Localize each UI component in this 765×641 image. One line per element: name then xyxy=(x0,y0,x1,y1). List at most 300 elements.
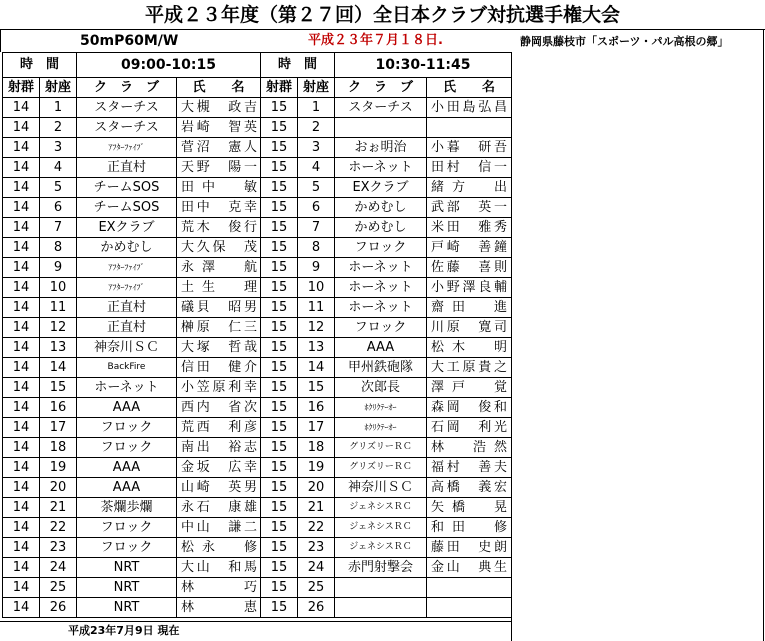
right-group-cell: 15 xyxy=(261,398,298,418)
border-left xyxy=(0,30,1,52)
left-seat-cell: 4 xyxy=(40,158,77,178)
left-seat-cell: 7 xyxy=(40,218,77,238)
left-club-cell: NRT xyxy=(77,598,177,618)
right-club-header: ク ラ ブ xyxy=(335,78,427,98)
right-name: 森岡 俊和 xyxy=(431,400,507,415)
right-group-cell: 15 xyxy=(261,458,298,478)
left-seat-cell: 19 xyxy=(40,458,77,478)
table-row xyxy=(3,458,512,478)
table-row xyxy=(3,158,512,178)
left-seat-cell: 18 xyxy=(40,438,77,458)
left-club-cell: チームSOS xyxy=(77,198,177,218)
bottom-rule xyxy=(0,621,512,622)
right-seat-cell: 15 xyxy=(298,378,335,398)
right-seat-cell: 6 xyxy=(298,198,335,218)
right-group-cell: 15 xyxy=(261,118,298,138)
right-name-cell xyxy=(427,398,512,418)
right-time-value: 10:30-11:45 xyxy=(335,53,512,78)
right-name: 福村 善夫 xyxy=(431,460,507,475)
right-seat-cell: 26 xyxy=(298,598,335,618)
right-group-cell: 15 xyxy=(261,138,298,158)
left-group-cell: 14 xyxy=(3,318,40,338)
table-row xyxy=(3,318,512,338)
left-group-cell: 14 xyxy=(3,358,40,378)
right-name: 武部 英一 xyxy=(431,200,507,215)
table-row xyxy=(3,338,512,358)
table-row xyxy=(3,218,512,238)
left-club-cell: ｱﾌﾀｰﾌｧｲﾌﾞ xyxy=(77,278,177,298)
left-name: 土生 理 xyxy=(181,280,257,295)
right-name-cell xyxy=(427,458,512,478)
right-club-cell: ホーネット xyxy=(335,258,427,278)
right-seat-cell: 24 xyxy=(298,558,335,578)
border-right xyxy=(763,30,764,52)
right-club-cell: フロック xyxy=(335,238,427,258)
table-row xyxy=(3,98,512,118)
left-seat-cell: 20 xyxy=(40,478,77,498)
left-name-cell xyxy=(177,358,261,378)
left-seat-cell: 13 xyxy=(40,338,77,358)
right-name-cell xyxy=(427,518,512,538)
right-group-cell: 15 xyxy=(261,318,298,338)
right-name: 米田 雅秀 xyxy=(431,220,507,235)
table-row xyxy=(3,538,512,558)
right-seat-cell: 23 xyxy=(298,538,335,558)
table-row xyxy=(3,378,512,398)
right-name-cell xyxy=(427,218,512,238)
left-club-cell: AAA xyxy=(77,458,177,478)
right-name-cell xyxy=(427,298,512,318)
left-name-cell xyxy=(177,438,261,458)
right-name: 佐藤 喜則 xyxy=(431,260,507,275)
right-name-cell xyxy=(427,338,512,358)
right-group-cell: 15 xyxy=(261,538,298,558)
table-row xyxy=(3,558,512,578)
left-name-cell xyxy=(177,218,261,238)
right-group-cell: 15 xyxy=(261,258,298,278)
right-name-cell xyxy=(427,178,512,198)
left-group-cell: 14 xyxy=(3,598,40,618)
left-time-value: 09:00-10:15 xyxy=(77,53,261,78)
right-group-cell: 15 xyxy=(261,378,298,398)
blank-right-column xyxy=(511,52,764,641)
left-seat-cell: 2 xyxy=(40,118,77,138)
left-club-cell: かめむし xyxy=(77,238,177,258)
left-name: 菅沼 憲人 xyxy=(181,140,257,155)
left-club-cell: スターチス xyxy=(77,98,177,118)
table-row xyxy=(3,298,512,318)
time-header-row xyxy=(3,53,512,78)
left-club-cell: EXクラブ xyxy=(77,218,177,238)
right-club-cell: 次郎長 xyxy=(335,378,427,398)
right-seat-cell: 19 xyxy=(298,458,335,478)
right-name-cell xyxy=(427,558,512,578)
left-name-cell xyxy=(177,138,261,158)
left-name: 南出 裕志 xyxy=(181,440,257,455)
left-group-cell: 14 xyxy=(3,378,40,398)
right-club-cell xyxy=(335,598,427,618)
table-row xyxy=(3,478,512,498)
left-name-cell xyxy=(177,298,261,318)
left-seat-cell: 9 xyxy=(40,258,77,278)
left-name-cell xyxy=(177,378,261,398)
left-group-cell: 14 xyxy=(3,438,40,458)
left-group-cell: 14 xyxy=(3,238,40,258)
right-seat-cell: 12 xyxy=(298,318,335,338)
right-seat-header: 射座 xyxy=(298,78,335,98)
right-club-cell: おぉ明治 xyxy=(335,138,427,158)
left-group-cell: 14 xyxy=(3,558,40,578)
right-name-cell xyxy=(427,358,512,378)
left-seat-cell: 12 xyxy=(40,318,77,338)
left-seat-cell: 25 xyxy=(40,578,77,598)
left-name: 大塚 哲哉 xyxy=(181,340,257,355)
right-club-cell: グリズリーＲＣ xyxy=(335,438,427,458)
left-seat-cell: 1 xyxy=(40,98,77,118)
right-group-cell: 15 xyxy=(261,558,298,578)
right-club-cell: ジェネシスＲＣ xyxy=(335,518,427,538)
right-club-cell xyxy=(335,578,427,598)
right-group-cell: 15 xyxy=(261,238,298,258)
right-name-cell xyxy=(427,538,512,558)
left-name: 西内 省次 xyxy=(181,400,257,415)
right-name-cell xyxy=(427,258,512,278)
left-name: 大槻 政吉 xyxy=(181,100,257,115)
table-row xyxy=(3,258,512,278)
right-group-cell: 15 xyxy=(261,438,298,458)
left-club-cell: 正直村 xyxy=(77,298,177,318)
event-venue: 静岡県藤枝市「スポーツ・パル高根の郷」 xyxy=(520,35,729,48)
right-seat-cell: 8 xyxy=(298,238,335,258)
left-group-cell: 14 xyxy=(3,518,40,538)
right-seat-cell: 21 xyxy=(298,498,335,518)
left-name: 林 恵 xyxy=(181,600,257,615)
left-name: 信田 健介 xyxy=(181,360,257,375)
right-seat-cell: 7 xyxy=(298,218,335,238)
left-club-cell: ホーネット xyxy=(77,378,177,398)
table-row xyxy=(3,498,512,518)
right-group-cell: 15 xyxy=(261,278,298,298)
left-seat-cell: 11 xyxy=(40,298,77,318)
left-seat-cell: 14 xyxy=(40,358,77,378)
right-seat-cell: 20 xyxy=(298,478,335,498)
right-name-cell xyxy=(427,278,512,298)
right-seat-cell: 16 xyxy=(298,398,335,418)
left-name-cell xyxy=(177,258,261,278)
right-name: 矢橋 晃 xyxy=(431,500,507,515)
column-header-row xyxy=(3,78,512,98)
left-name: 大久保 茂 xyxy=(181,240,257,255)
table-row xyxy=(3,418,512,438)
table-row xyxy=(3,118,512,138)
right-club-cell: かめむし xyxy=(335,218,427,238)
left-name-cell xyxy=(177,498,261,518)
right-name-cell xyxy=(427,498,512,518)
right-name: 和田 修 xyxy=(431,520,507,535)
left-group-cell: 14 xyxy=(3,218,40,238)
left-club-cell: フロック xyxy=(77,438,177,458)
left-name-cell xyxy=(177,538,261,558)
right-name-cell xyxy=(427,598,512,618)
left-name: 田中 克幸 xyxy=(181,200,257,215)
left-name-cell xyxy=(177,598,261,618)
right-name: 齋田 進 xyxy=(431,300,507,315)
left-name-cell xyxy=(177,198,261,218)
right-seat-cell: 2 xyxy=(298,118,335,138)
table-row xyxy=(3,358,512,378)
as-of-date: 平成23年7月9日 現在 xyxy=(68,624,180,637)
table-row xyxy=(3,398,512,418)
table-row xyxy=(3,438,512,458)
left-seat-cell: 5 xyxy=(40,178,77,198)
right-club-cell: フロック xyxy=(335,318,427,338)
right-seat-cell: 13 xyxy=(298,338,335,358)
left-name: 大山 和馬 xyxy=(181,560,257,575)
right-club-cell: 甲州鉄砲隊 xyxy=(335,358,427,378)
left-group-cell: 14 xyxy=(3,198,40,218)
left-name-cell xyxy=(177,478,261,498)
right-group-cell: 15 xyxy=(261,218,298,238)
right-name: 金山 典生 xyxy=(431,560,507,575)
right-seat-cell: 18 xyxy=(298,438,335,458)
table-row xyxy=(3,598,512,618)
right-club-cell: ホーネット xyxy=(335,298,427,318)
right-name-cell xyxy=(427,118,512,138)
right-group-cell: 15 xyxy=(261,498,298,518)
right-name: 石岡 利光 xyxy=(431,420,507,435)
left-name: 岩崎 智英 xyxy=(181,120,257,135)
left-club-cell: AAA xyxy=(77,398,177,418)
left-group-cell: 14 xyxy=(3,338,40,358)
left-seat-cell: 22 xyxy=(40,518,77,538)
right-seat-cell: 5 xyxy=(298,178,335,198)
left-seat-cell: 17 xyxy=(40,418,77,438)
right-club-cell: EXクラブ xyxy=(335,178,427,198)
left-name: 田中 敏 xyxy=(181,180,257,195)
right-group-header: 射群 xyxy=(261,78,298,98)
right-seat-cell: 9 xyxy=(298,258,335,278)
left-group-cell: 14 xyxy=(3,258,40,278)
left-name-cell xyxy=(177,318,261,338)
left-group-cell: 14 xyxy=(3,578,40,598)
table-row xyxy=(3,518,512,538)
right-name: 小田島弘昌 xyxy=(431,100,507,115)
right-name: 林 浩然 xyxy=(431,440,507,455)
left-name-cell xyxy=(177,338,261,358)
right-name-cell xyxy=(427,438,512,458)
right-club-cell xyxy=(335,118,427,138)
right-club-cell: スターチス xyxy=(335,98,427,118)
left-club-cell: ｱﾌﾀｰﾌｧｲﾌﾞ xyxy=(77,138,177,158)
left-club-cell: スターチス xyxy=(77,118,177,138)
left-name-cell xyxy=(177,518,261,538)
right-name-cell xyxy=(427,238,512,258)
right-name: 高橋 義宏 xyxy=(431,480,507,495)
left-name-cell xyxy=(177,458,261,478)
left-name-cell xyxy=(177,118,261,138)
left-group-cell: 14 xyxy=(3,298,40,318)
right-name-header: 氏 名 xyxy=(427,78,512,98)
left-club-cell: ｱﾌﾀｰﾌｧｲﾌﾞ xyxy=(77,258,177,278)
left-club-cell: フロック xyxy=(77,418,177,438)
left-group-cell: 14 xyxy=(3,158,40,178)
left-seat-cell: 16 xyxy=(40,398,77,418)
schedule-table xyxy=(2,52,512,618)
right-name: 田村 信一 xyxy=(431,160,507,175)
left-name-cell xyxy=(177,558,261,578)
table-row xyxy=(3,198,512,218)
left-name: 永澤 航 xyxy=(181,260,257,275)
left-seat-cell: 23 xyxy=(40,538,77,558)
left-seat-cell: 10 xyxy=(40,278,77,298)
left-name: 山崎 英男 xyxy=(181,480,257,495)
left-club-cell: NRT xyxy=(77,578,177,598)
right-seat-cell: 1 xyxy=(298,98,335,118)
table-row xyxy=(3,138,512,158)
left-club-header: ク ラ ブ xyxy=(77,78,177,98)
left-club-cell: 正直村 xyxy=(77,318,177,338)
right-group-cell: 15 xyxy=(261,598,298,618)
right-group-cell: 15 xyxy=(261,298,298,318)
right-club-cell: ﾎｸﾘｸﾃｰｵｰ xyxy=(335,398,427,418)
right-group-cell: 15 xyxy=(261,418,298,438)
right-name-cell xyxy=(427,478,512,498)
left-group-cell: 14 xyxy=(3,138,40,158)
left-group-cell: 14 xyxy=(3,418,40,438)
left-club-cell: NRT xyxy=(77,558,177,578)
left-group-cell: 14 xyxy=(3,398,40,418)
right-name-cell xyxy=(427,318,512,338)
right-time-label: 時 間 xyxy=(261,53,335,78)
left-name-header: 氏 名 xyxy=(177,78,261,98)
right-name: 松木 明 xyxy=(431,340,507,355)
left-name-cell xyxy=(177,418,261,438)
right-group-cell: 15 xyxy=(261,178,298,198)
left-group-cell: 14 xyxy=(3,98,40,118)
right-seat-cell: 25 xyxy=(298,578,335,598)
event-label: 50mP60M/W xyxy=(80,33,179,49)
right-club-cell: 赤門射撃会 xyxy=(335,558,427,578)
left-seat-cell: 26 xyxy=(40,598,77,618)
left-group-cell: 14 xyxy=(3,498,40,518)
right-seat-cell: 22 xyxy=(298,518,335,538)
left-seat-cell: 3 xyxy=(40,138,77,158)
right-name-cell xyxy=(427,138,512,158)
left-seat-cell: 24 xyxy=(40,558,77,578)
left-name-cell xyxy=(177,398,261,418)
left-seat-cell: 8 xyxy=(40,238,77,258)
table-row xyxy=(3,178,512,198)
left-name: 天野 陽一 xyxy=(181,160,257,175)
right-club-cell: ホーネット xyxy=(335,158,427,178)
right-name: 小暮 研吾 xyxy=(431,140,507,155)
left-name-cell xyxy=(177,578,261,598)
left-club-cell: チームSOS xyxy=(77,178,177,198)
left-club-cell: フロック xyxy=(77,538,177,558)
right-name: 澤戸 覚 xyxy=(431,380,507,395)
left-time-label: 時 間 xyxy=(3,53,77,78)
right-club-cell: ジェネシスＲＣ xyxy=(335,498,427,518)
right-group-cell: 15 xyxy=(261,578,298,598)
left-club-cell: AAA xyxy=(77,478,177,498)
left-name: 小笠原利幸 xyxy=(181,380,257,395)
right-name: 戸崎 善鐘 xyxy=(431,240,507,255)
left-name: 荒木 俊行 xyxy=(181,220,257,235)
right-seat-cell: 4 xyxy=(298,158,335,178)
right-club-cell: ジェネシスＲＣ xyxy=(335,538,427,558)
left-club-cell: フロック xyxy=(77,518,177,538)
right-group-cell: 15 xyxy=(261,98,298,118)
right-group-cell: 15 xyxy=(261,478,298,498)
right-club-cell: AAA xyxy=(335,338,427,358)
left-group-header: 射群 xyxy=(3,78,40,98)
left-group-cell: 14 xyxy=(3,278,40,298)
right-name-cell xyxy=(427,98,512,118)
left-name-cell xyxy=(177,238,261,258)
right-name-cell xyxy=(427,578,512,598)
left-seat-header: 射座 xyxy=(40,78,77,98)
left-club-cell: BackFire xyxy=(77,358,177,378)
table-row xyxy=(3,278,512,298)
left-name: 中山 謙二 xyxy=(181,520,257,535)
table-row xyxy=(3,578,512,598)
left-name-cell xyxy=(177,178,261,198)
right-club-cell: ﾎｸﾘｸﾃｰｵｰ xyxy=(335,418,427,438)
right-club-cell: グリズリーＲＣ xyxy=(335,458,427,478)
right-seat-cell: 17 xyxy=(298,418,335,438)
right-club-cell: ホーネット xyxy=(335,278,427,298)
left-group-cell: 14 xyxy=(3,118,40,138)
right-seat-cell: 14 xyxy=(298,358,335,378)
left-name: 松永 修 xyxy=(181,540,257,555)
right-name-cell xyxy=(427,378,512,398)
right-name: 藤田 史朗 xyxy=(431,540,507,555)
right-name-cell xyxy=(427,198,512,218)
left-group-cell: 14 xyxy=(3,178,40,198)
right-group-cell: 15 xyxy=(261,338,298,358)
right-name-cell xyxy=(427,158,512,178)
right-seat-cell: 11 xyxy=(298,298,335,318)
right-name: 緒方 出 xyxy=(431,180,507,195)
right-name-cell xyxy=(427,418,512,438)
left-seat-cell: 6 xyxy=(40,198,77,218)
right-name: 大工原貴之 xyxy=(431,360,507,375)
right-name: 川原 寛司 xyxy=(431,320,507,335)
left-group-cell: 14 xyxy=(3,478,40,498)
left-name: 榊原 仁三 xyxy=(181,320,257,335)
right-group-cell: 15 xyxy=(261,198,298,218)
right-club-cell: 神奈川ＳＣ xyxy=(335,478,427,498)
left-group-cell: 14 xyxy=(3,538,40,558)
left-name: 金坂 広幸 xyxy=(181,460,257,475)
left-seat-cell: 21 xyxy=(40,498,77,518)
right-group-cell: 15 xyxy=(261,518,298,538)
table-row xyxy=(3,238,512,258)
left-name: 礒貝 昭男 xyxy=(181,300,257,315)
left-name: 永石 康雄 xyxy=(181,500,257,515)
left-club-cell: 神奈川ＳＣ xyxy=(77,338,177,358)
right-group-cell: 15 xyxy=(261,358,298,378)
right-seat-cell: 3 xyxy=(298,138,335,158)
left-name-cell xyxy=(177,158,261,178)
left-name-cell xyxy=(177,98,261,118)
event-date: 平成２３年７月１８日. xyxy=(308,33,443,48)
left-club-cell: 茶爛歩爛 xyxy=(77,498,177,518)
right-seat-cell: 10 xyxy=(298,278,335,298)
left-name: 荒西 利彦 xyxy=(181,420,257,435)
left-name-cell xyxy=(177,278,261,298)
page-title: 平成２３年度（第２７回）全日本クラブ対抗選手権大会 xyxy=(0,0,765,30)
